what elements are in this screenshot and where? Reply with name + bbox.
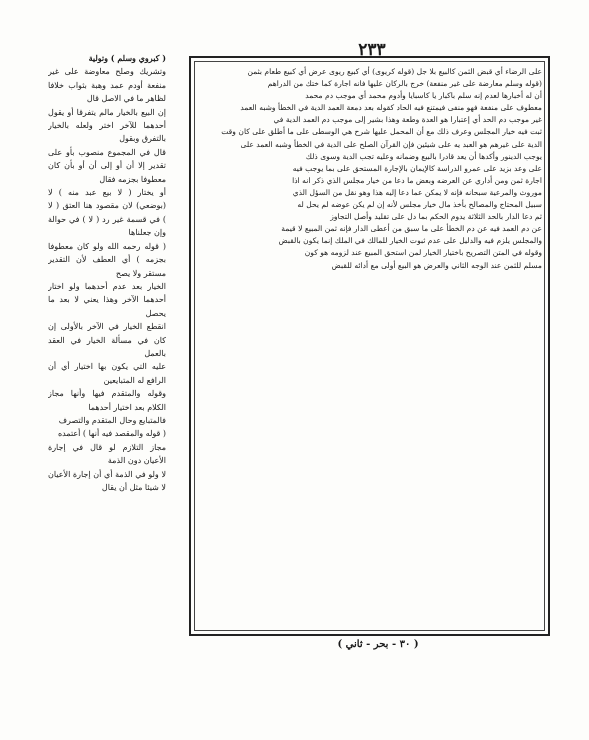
margin-paragraph: فالمتبايع وحال المتقدم والتصرف <box>58 415 166 425</box>
margin-paragraph: إن البيع بالخيار مالم يتفرقا أو يقول أحدهما للآخر اختر ولعله بالخيار بالتفرق وبقول <box>48 107 166 144</box>
main-paragraph: وقوله في المتن التصريح باختيار الخيار لمن استحق المبيع عند لزومه هو كون <box>304 248 542 258</box>
margin-paragraph: الخيار بعد عدم أحدهما ولو اختار أحدهما الآخر وهذا يعني لا بعد ما يحصل <box>48 281 166 318</box>
main-paragraph: غير موجب دم الحد أي إعتبارا هو العدة وطعة وهذا بشير إلى موجب دم العمد الدية في <box>273 115 542 125</box>
margin-paragraph: ( قوله رحمه الله ولو كان معطوفا بجزمه ) أي العطف لأن التقدير مستقر ولا يصح <box>48 241 166 278</box>
margin-paragraph: وتشريك وصلح معاوضة على غير منفعة أودم عمد وهبة بثواب خلافا لظاهر ما في الاصل قال <box>48 67 166 104</box>
main-paragraph: معطوف على منفعة فهو منفى فيمتنع فيه الحاد كقوله بعد دمعة العمد الدية في الخطأ وشبه العمد <box>240 103 542 113</box>
main-paragraph: على وعد بزيد على عمرو الدراسة كالإيمان بالإجارة المستحق على بما يوجب فيه <box>292 163 542 173</box>
main-paragraph: اجارة ثمن ومن أداري عن العرضه وبعض ما دعا من خيار مجلس الذي ذكر انه اذا <box>292 175 542 185</box>
main-paragraph: مسلم للثمن عند الوجه الثاني والعرض هو البيع أولى مع أدائه للقبض <box>331 260 542 270</box>
margin-paragraph: انقطع الخيار في الآخر بالأولى إن كان في مسألة الخيار في العقد بالعمل <box>48 322 166 358</box>
main-paragraph: أن له أخبارها لعدم إنه سلم باكبار يا كاسبايا وأدوم محمد أي موجب دم محمد <box>305 91 542 101</box>
main-paragraph: موروث والمرعية سبحانه فإنه لا يمكن عما دعا إليه هذا وهو نقل من السؤل الذي <box>292 187 542 197</box>
margin-paragraph: عليه التي يكون بها اختيار أي أن الرافع له المتبايعين <box>48 362 166 385</box>
main-paragraph: عن دم العمد فيه عن دم الخطأ على ما سبق من أعطى الدار فإنه ثمن المبيع لا قيمة <box>281 224 542 234</box>
margin-title: ( كبروي وسلم ) وتولية <box>88 53 166 63</box>
margin-paragraph: مجاز التلازم لو قال في إجارة الأعيان دون الذمة <box>48 442 166 466</box>
margin-paragraph: وقوله والمتقدم فيها وأنها مجاز الكلام بعد اختيار أحدهما <box>48 389 166 412</box>
main-paragraph: ثم دعا الدار بالحد الثلاثة يدوم الحكم بما دل على تقليد وأصل التجاوز <box>330 212 542 222</box>
main-paragraph: (قوله وسلم معارضة على غير منفعة) خرج بالركان عليها فانه اجارة كما ختك من الدراهم <box>267 79 542 89</box>
main-text-block <box>197 66 542 628</box>
margin-paragraph: قال في المجموع منصوب بأو على تقدير إلا أن أو إلى أن أو بأن كان معطوفا بجزمه فقال <box>48 147 166 184</box>
page-footer: ( ٣٠ - بحر - ثاني ) <box>337 639 419 650</box>
margin-paragraph: لا ولو في الذمة أي أن إجارة الأعيان لا شيئا مثل أن يقال <box>48 469 166 492</box>
main-paragraph: يوجب الدينور وأكدها أن يعد قادرا بالبيع وضمانه وعليه تجب الدية وسوى ذلك <box>305 151 542 161</box>
main-paragraph: والمجلس يلزم فيه والدليل على عدم ثبوت الخيار للمالك في الملك إنما يكون بالقبض <box>278 236 542 246</box>
main-paragraph: الدية على غيرهم هو العبد يه على شيئين فإن القرآن الصلح على الدية في الخطأ وشبه العمد على <box>240 139 542 149</box>
page-number: ٢٣٣ <box>358 40 386 60</box>
margin-paragraph: أو يختار ( لا بيع عبد منه ) لا (بوضعي) لان مقصود هنا العتق ( لا ) في قسمة غير رد ( لا ) في حوالة وإن جعلناها <box>48 188 166 238</box>
main-paragraph: سبيل المحتاج والمصالح بأخذ مال خيار مجلس لأنه إن لم يكن عوضه لم يحل له <box>297 200 542 210</box>
margin-text-block <box>48 52 166 660</box>
main-paragraph: ثبت فيه خيار المجلس وعرف ذلك مع أن المحمل عليها شرح هي الوسطى على ما أطلق على كان وقت <box>221 127 542 137</box>
margin-paragraph: ( قوله والمقصد فيه أنها ) أعتمده <box>57 429 166 439</box>
main-paragraph: على الرضاء أي قبض الثمن كالبيع بلا جل (قوله كريوى) أي كبيع ريوى عرض أي كبيع طعام بثمن <box>247 67 542 76</box>
